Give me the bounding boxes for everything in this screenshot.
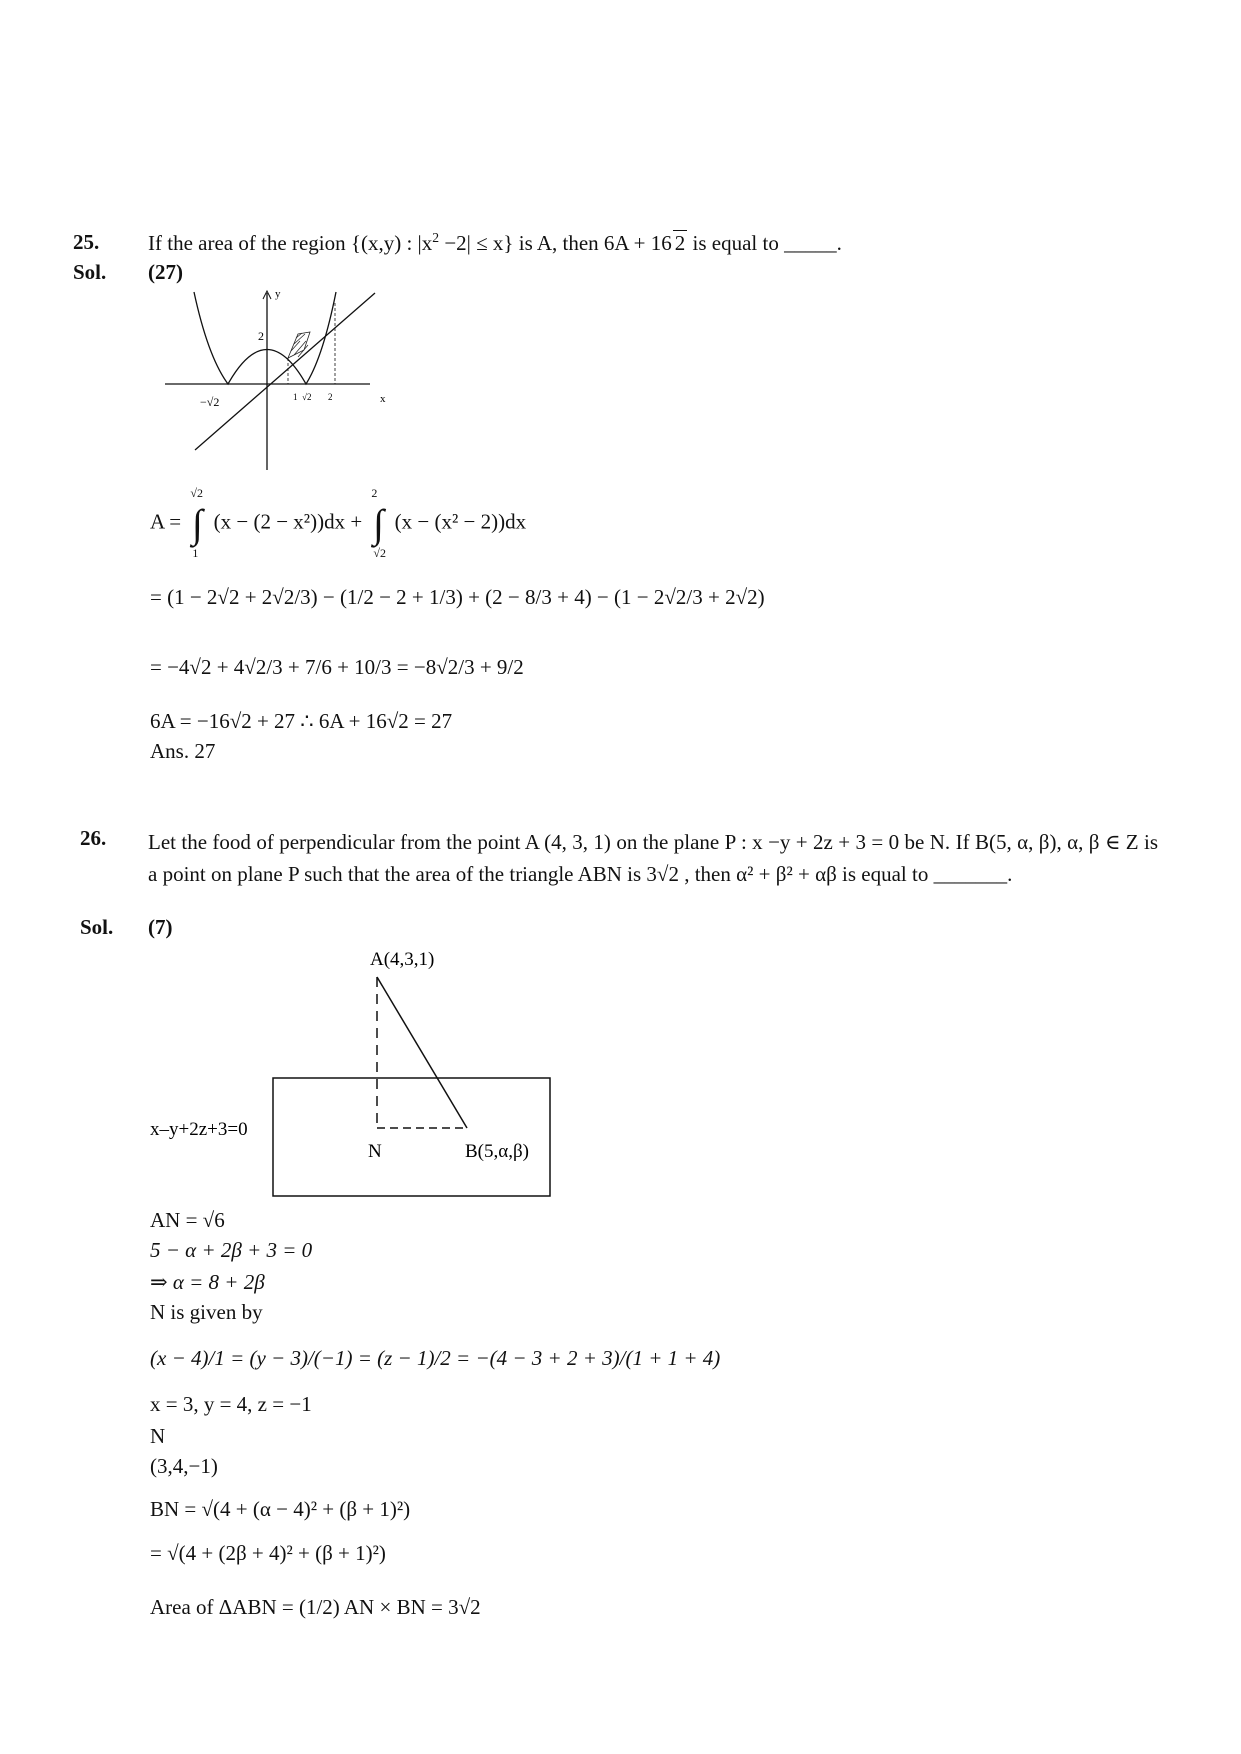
label-point-a: A(4,3,1) xyxy=(370,949,435,970)
q25-number: 25. xyxy=(73,230,100,254)
int2-upper: 2 xyxy=(371,486,378,500)
q25-line1-body2: (x − (x² − 2))dx xyxy=(394,509,527,534)
q26-l2: 5 − α + 2β + 3 = 0 xyxy=(150,1238,313,1262)
integral-sign-1: ∫ √2 1 xyxy=(190,486,203,560)
q25-answer: (27) xyxy=(148,260,183,284)
q26-l1: AN = √6 xyxy=(150,1208,225,1232)
q26-l9: BN = √(4 + (α − 4)² + (β + 1)²) xyxy=(150,1497,411,1521)
q26-l5: (x − 4)/1 = (y − 3)/(−1) = (z − 1)/2 = −(4 − 3 + 2 + 3)/(1 + 1 + 4) xyxy=(150,1346,721,1370)
q25-integral-line xyxy=(150,486,527,560)
q25-question-mid: −2| ≤ x} is A, then 6A + 16 xyxy=(439,231,672,255)
line-y-equals-x xyxy=(195,293,375,450)
q26-l6: x = 3, y = 4, z = −1 xyxy=(150,1392,312,1416)
q26-l10: = √(4 + (2β + 4)² + (β + 1)²) xyxy=(150,1541,386,1565)
graph-y-two: 2 xyxy=(258,329,264,343)
int2-lower: √2 xyxy=(373,546,387,560)
graph-y-label: y xyxy=(275,288,281,300)
q26-question-box xyxy=(148,826,1158,890)
label-point-b: B(5,α,β) xyxy=(465,1141,529,1162)
q26-question: Let the food of perpendicular from the point A (4, 3, 1) on the plane P : x −y + 2z + 3 = 0 be N. If B(5, α, β), α, β ∈ Z is a point on plane P such that the area of the triangle ABN is 3√2 , then α² + β² + αβ is equal to _______. xyxy=(148,830,1158,886)
int1-lower: 1 xyxy=(192,546,199,560)
q26-sol-label: Sol. xyxy=(80,915,114,939)
graph-tick-2: 2 xyxy=(328,392,333,402)
graph-tick-root2: √2 xyxy=(302,392,312,402)
plane-rect xyxy=(273,1078,550,1196)
q25-question-pre: If the area of the region {(x,y) : |x xyxy=(148,231,433,255)
int1-upper: √2 xyxy=(190,486,203,500)
label-point-n: N xyxy=(368,1141,382,1162)
q25-line3: = −4√2 + 4√2/3 + 7/6 + 10/3 = −8√2/3 + 9/2 xyxy=(150,655,524,679)
graph-neg-root2: −√2 xyxy=(200,395,220,409)
q26-l4: N is given by xyxy=(150,1300,263,1324)
segment-ab xyxy=(377,977,467,1128)
q25-line4: 6A = −16√2 + 27 ∴ 6A + 16√2 = 27 xyxy=(150,709,453,733)
graph-tick-1: 1 xyxy=(293,392,298,402)
q25-ans: Ans. 27 xyxy=(150,739,216,763)
q26-number: 26. xyxy=(80,826,107,850)
graph-x-label: x xyxy=(380,393,386,405)
q25-line1-A: A = xyxy=(150,509,182,534)
q26-diagram xyxy=(140,935,560,1205)
q25-graph xyxy=(160,285,400,480)
label-plane-eq: x–y+2z+3=0 xyxy=(150,1119,248,1140)
q25-line1-body1: (x − (2 − x²))dx + xyxy=(213,509,363,534)
abs-parabola-curve xyxy=(194,292,336,384)
q26-answer: (7) xyxy=(148,915,173,939)
q25-question-post: is equal to _____. xyxy=(687,231,842,255)
q25-question: If the area of the region {(x,y) : $|x^2 -2| \le x$} is A, then 6A + 16 2 is equal to _____. xyxy=(148,230,842,255)
integral-sign-2: ∫ 2 √2 xyxy=(371,486,387,560)
q26-l3: ⇒ α = 8 + 2β xyxy=(150,1270,265,1294)
q26-l7: N xyxy=(150,1424,166,1448)
q26-l8: (3,4,−1) xyxy=(150,1454,218,1478)
q26-l11: Area of ΔABN = (1/2) AN × BN = 3√2 xyxy=(150,1595,481,1619)
q25-line2: = (1 − 2√2 + 2√2/3) − (1/2 − 2 + 1/3) + (2 − 8/3 + 4) − (1 − 2√2/3 + 2√2) xyxy=(150,585,765,609)
q25-sol-label: Sol. xyxy=(73,260,107,284)
